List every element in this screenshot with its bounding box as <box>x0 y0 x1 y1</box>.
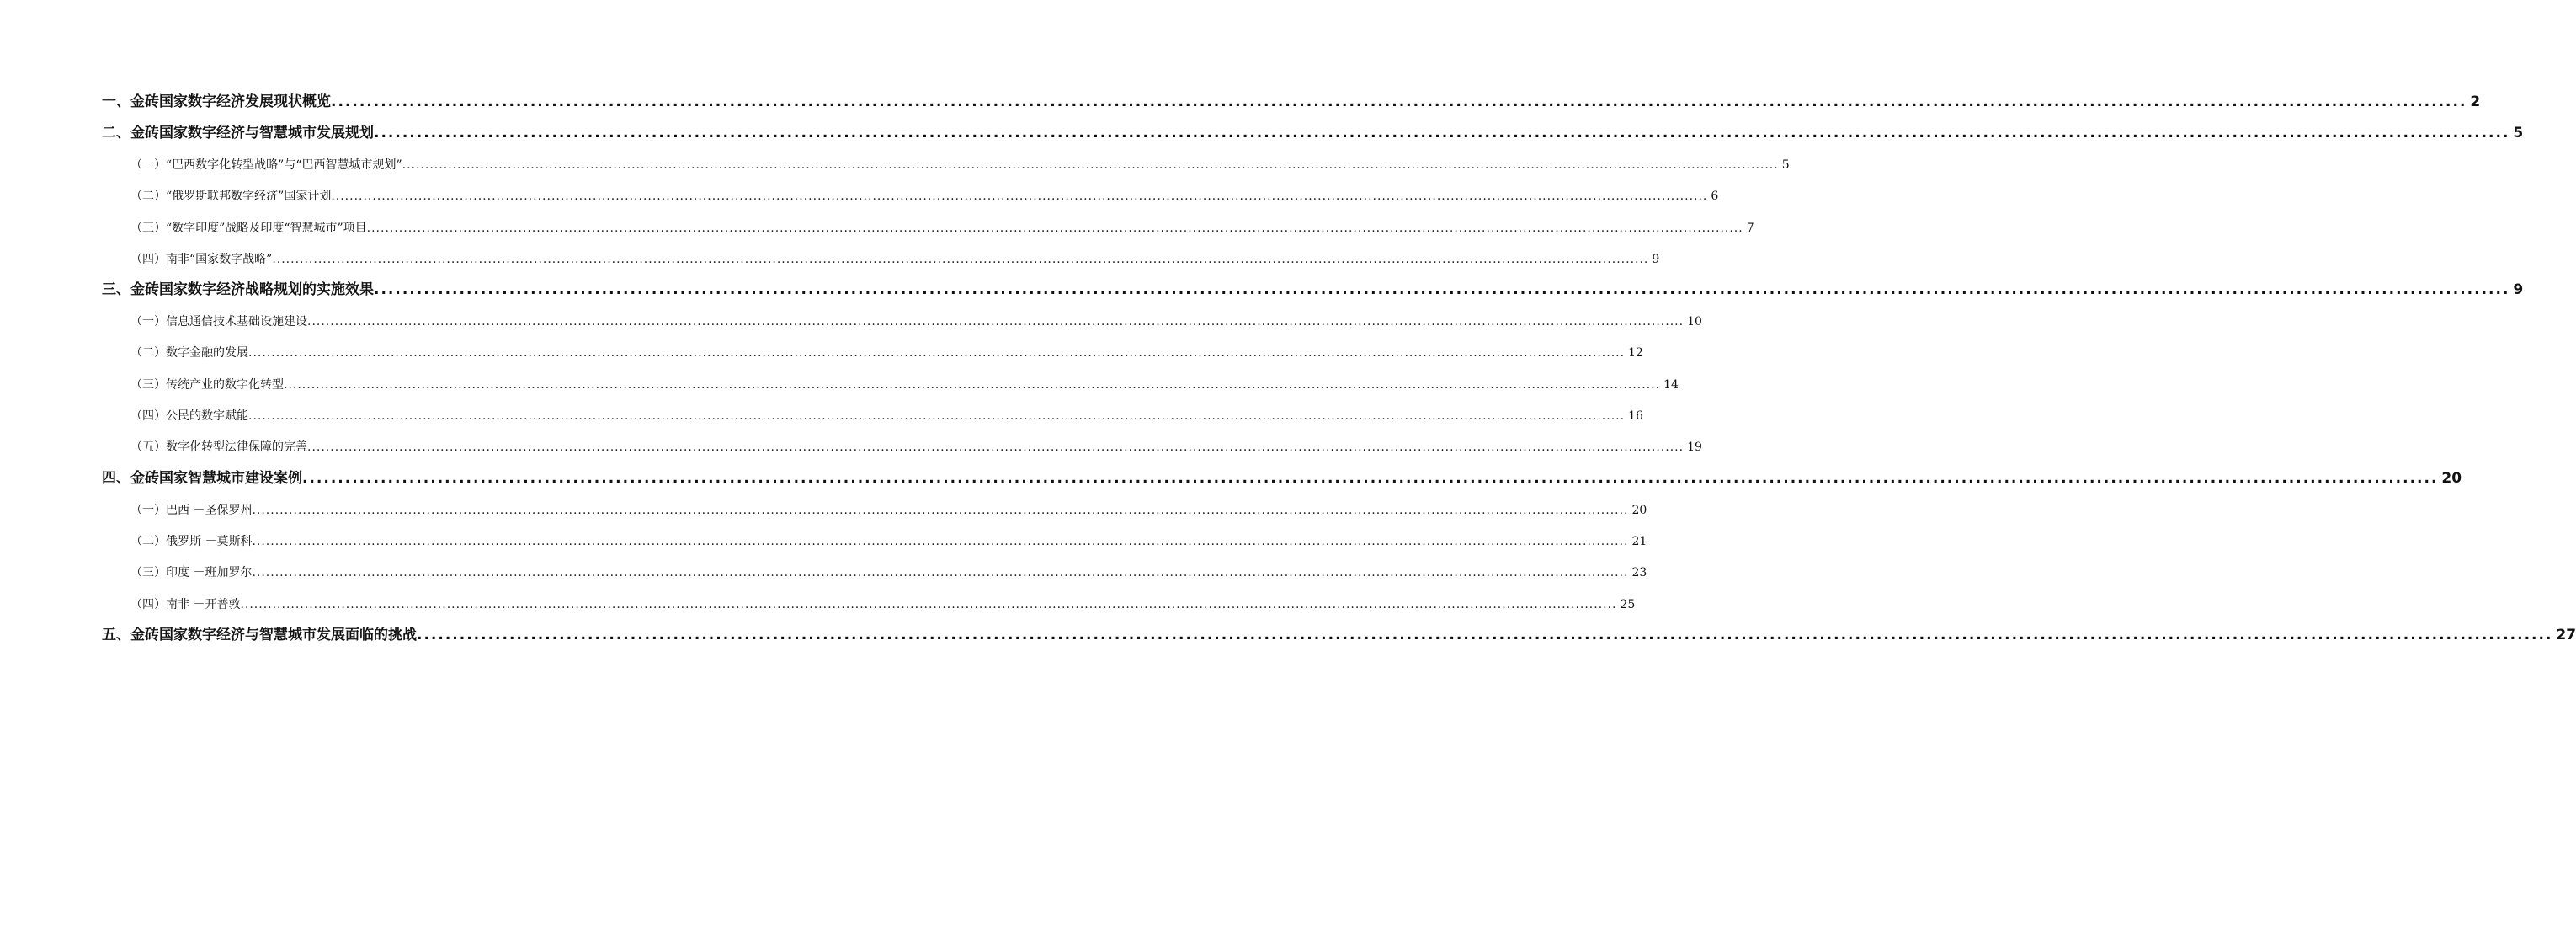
dot-leader: ............................................................................................................................................................................................................................................................................................................ <box>374 281 2510 299</box>
toc-subentry-4-1[interactable] <box>102 495 1647 526</box>
toc-subentry-2-4[interactable] <box>102 244 1660 275</box>
toc-subentry-4-2[interactable] <box>102 526 1647 558</box>
toc-entry-page: 27 <box>2556 626 2576 643</box>
dot-leader: ............................................................................................................................................................................................................................................................................................................ <box>402 158 1779 172</box>
toc-subentry-2-1[interactable] <box>102 150 1790 181</box>
toc-entry-page: 2 <box>2470 93 2481 110</box>
toc-entry-page: 20 <box>2441 469 2462 487</box>
toc-entry-title: （二）数字金融的发展 <box>130 346 248 360</box>
dot-leader: ............................................................................................................................................................................................................................................................................................................ <box>331 93 2467 110</box>
toc-entry-page: 5 <box>1781 158 1790 172</box>
dot-leader: ............................................................................................................................................................................................................................................................................................................ <box>302 469 2439 487</box>
dot-leader: ............................................................................................................................................................................................................................................................................................................ <box>417 626 2553 643</box>
toc-entry-page: 14 <box>1663 377 1679 392</box>
toc-entry-page: 7 <box>1746 221 1754 235</box>
toc-subentry-2-3[interactable] <box>102 213 1754 244</box>
dot-leader: ............................................................................................................................................................................................................................................................................................................ <box>307 440 1685 455</box>
toc-entry-page: 6 <box>1711 190 1719 204</box>
toc-entry-title: 五、金砖国家数字经济与智慧城市发展面临的挑战 <box>102 626 417 643</box>
dot-leader: ............................................................................................................................................................................................................................................................................................................ <box>252 503 1629 517</box>
toc-entry-title: （一）“巴西数字化转型战略”与“巴西智慧城市规划” <box>130 158 402 172</box>
toc-entry-title: （五）数字化转型法律保障的完善 <box>130 440 307 455</box>
toc-entry-page: 21 <box>1631 534 1647 548</box>
toc-entry-title: （三）“数字印度”战略及印度“智慧城市”项目 <box>130 221 367 235</box>
toc-entry-title: （一）巴西 －圣保罗州 <box>130 503 253 517</box>
dot-leader: ............................................................................................................................................................................................................................................................................................................ <box>366 221 1743 235</box>
toc-entry-page: 9 <box>1652 252 1660 266</box>
dot-leader: ............................................................................................................................................................................................................................................................................................................ <box>374 125 2510 141</box>
toc-entry-page: 16 <box>1628 409 1643 424</box>
dot-leader: ............................................................................................................................................................................................................................................................................................................ <box>252 534 1629 548</box>
toc-entry-title: 二、金砖国家数字经济与智慧城市发展规划 <box>102 125 374 141</box>
toc-entry-2[interactable] <box>102 119 2524 150</box>
toc-entry-page: 25 <box>1620 597 1636 611</box>
dot-leader: ............................................................................................................................................................................................................................................................................................................ <box>331 190 1708 204</box>
toc-subentry-3-2[interactable] <box>102 338 1643 369</box>
toc-entry-page: 10 <box>1687 315 1702 329</box>
toc-entry-title: （二）“俄罗斯联邦数字经济”国家计划 <box>130 190 332 204</box>
toc-entry-1[interactable] <box>102 88 2481 119</box>
toc-subentry-3-3[interactable] <box>102 370 1679 401</box>
dot-leader: ............................................................................................................................................................................................................................................................................................................ <box>248 409 1626 424</box>
toc-entry-4[interactable] <box>102 464 2462 495</box>
table-of-contents <box>102 88 2576 652</box>
toc-subentry-2-2[interactable] <box>102 181 1719 212</box>
toc-entry-title: （三）传统产业的数字化转型 <box>130 377 284 392</box>
toc-entry-page: 9 <box>2513 281 2524 299</box>
toc-subentry-4-4[interactable] <box>102 590 1636 621</box>
toc-entry-page: 12 <box>1628 346 1643 360</box>
toc-entry-title: （一）信息通信技术基础设施建设 <box>130 315 307 329</box>
toc-entry-page: 20 <box>1631 503 1647 517</box>
toc-entry-title: （三）印度 －班加罗尔 <box>130 566 253 580</box>
toc-entry-page: 23 <box>1631 566 1647 580</box>
toc-entry-title: （四）南非 －开普敦 <box>130 597 241 611</box>
toc-entry-3[interactable] <box>102 275 2524 307</box>
toc-entry-title: 三、金砖国家数字经济战略规划的实施效果 <box>102 281 374 299</box>
dot-leader: ............................................................................................................................................................................................................................................................................................................ <box>284 377 1661 392</box>
dot-leader: ............................................................................................................................................................................................................................................................................................................ <box>272 252 1649 266</box>
toc-subentry-4-3[interactable] <box>102 558 1647 589</box>
dot-leader: ............................................................................................................................................................................................................................................................................................................ <box>307 315 1685 329</box>
toc-subentry-3-1[interactable] <box>102 307 1702 338</box>
toc-entry-page: 19 <box>1687 440 1702 455</box>
dot-leader: ............................................................................................................................................................................................................................................................................................................ <box>240 597 1617 611</box>
dot-leader: ............................................................................................................................................................................................................................................................................................................ <box>248 346 1626 360</box>
toc-subentry-3-5[interactable] <box>102 432 1702 463</box>
toc-entry-title: （四）南非“国家数字战略” <box>130 252 273 266</box>
dot-leader: ............................................................................................................................................................................................................................................................................................................ <box>252 566 1629 580</box>
toc-entry-5[interactable] <box>102 621 2576 652</box>
toc-entry-page: 5 <box>2513 125 2524 141</box>
toc-entry-title: 四、金砖国家智慧城市建设案例 <box>102 469 302 487</box>
toc-entry-title: （二）俄罗斯 －莫斯科 <box>130 534 253 548</box>
toc-subentry-3-4[interactable] <box>102 401 1643 432</box>
toc-entry-title: 一、金砖国家数字经济发展现状概览 <box>102 93 331 110</box>
toc-entry-title: （四）公民的数字赋能 <box>130 409 248 424</box>
